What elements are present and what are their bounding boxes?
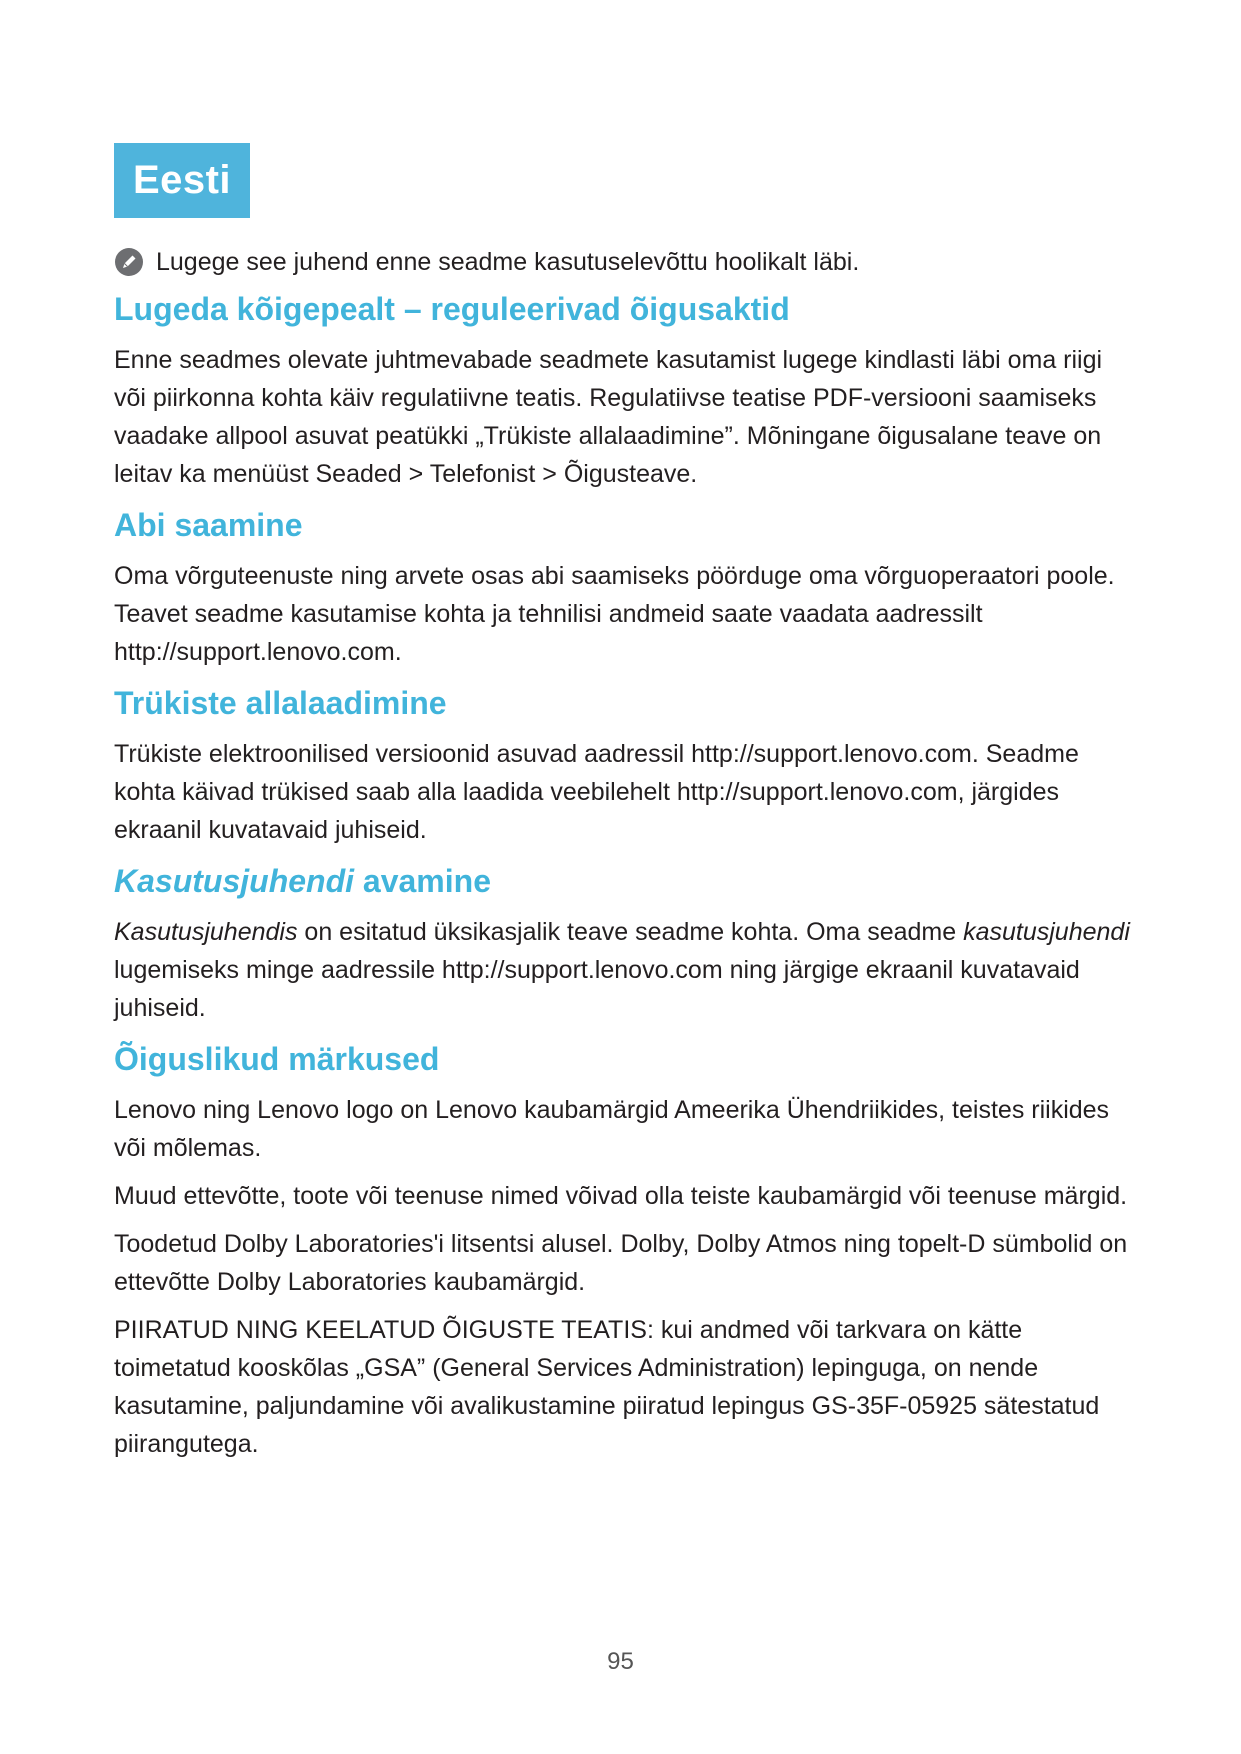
page-number: 95 bbox=[607, 1648, 634, 1675]
user-guide-italic-2: kasutusjuhendi bbox=[963, 918, 1130, 946]
heading-help: Abi saamine bbox=[114, 507, 303, 543]
legal-paragraph: PIIRATUD NING KEELATUD ÕIGUSTE TEATIS: kui andmed või tarkvara on kätte toimetatud kooskõlas „GSA” (General Services Administration) lepinguga, on nende kasutamine, paljundamine või avalikustamine piiratud lepingus GS-35F-05925 sätestatud piirangutega. bbox=[114, 1316, 1100, 1458]
legal-paragraph: Toodetud Dolby Laboratories'i litsentsi alusel. Dolby, Dolby Atmos ning topelt-D sümbolid on ettevõtte Dolby Laboratories kaubamärgid. bbox=[114, 1230, 1128, 1296]
user-guide-text-2: lugemiseks minge aadressile http://support.lenovo.com ning järgige ekraanil kuvatavaid juhiseid. bbox=[114, 956, 1080, 1022]
heading-legal: Õiguslikud märkused bbox=[114, 1041, 440, 1077]
user-guide-text-1: on esitatud üksikasjalik teave seadme kohta. Oma seadme bbox=[297, 918, 964, 946]
heading-user-guide-rest: avamine bbox=[354, 863, 491, 899]
reading-notice bbox=[114, 243, 1134, 281]
heading-user-guide-italic: Kasutusjuhendi bbox=[114, 863, 355, 899]
downloads-text: Trükiste elektroonilised versioonid asuvad aadressil http://support.lenovo.com. Seadme kohta käivad trükised saab alla laadida veebilehelt http://support.lenovo.com, järgides ekraanil kuvatavaid juhiseid. bbox=[114, 740, 1079, 844]
user-guide-text bbox=[114, 913, 1134, 1027]
help-text: Oma võrguteenuste ning arvete osas abi saamiseks pöörduge oma võrguoperaatori poole. Teavet seadme kasutamise kohta ja tehnilisi andmeid saate vaadata aadressilt http://support.lenovo.com. bbox=[114, 562, 1115, 666]
pencil-note-icon bbox=[114, 247, 144, 277]
page-content bbox=[114, 243, 1134, 1473]
regulatory-text: Enne seadmes olevate juhtmevabade seadmete kasutamist lugege kindlasti läbi oma riigi või piirkonna kohta käiv regulatiivne teatis. Regulatiivse teatise PDF-versiooni saamiseks vaadake allpool asuvat peatükki „Trükiste allalaadimine”. Mõningane õigusalane teave on leitav ka menüüst Seaded > Telefonist > Õigusteave. bbox=[114, 346, 1103, 488]
user-guide-italic-1: Kasutusjuhendis bbox=[114, 918, 298, 946]
heading-regulatory: Lugeda kõigepealt – reguleerivad õigusaktid bbox=[114, 291, 790, 327]
notice-text: Lugege see juhend enne seadme kasutuselevõttu hoolikalt läbi. bbox=[156, 248, 860, 276]
heading-user-guide bbox=[114, 859, 1134, 903]
legal-paragraph: Lenovo ning Lenovo logo on Lenovo kaubamärgid Ameerika Ühendriikides, teistes riikides või mõlemas. bbox=[114, 1096, 1110, 1162]
language-tab: Eesti bbox=[114, 143, 250, 218]
legal-paragraph: Muud ettevõtte, toote või teenuse nimed võivad olla teiste kaubamärgid või teenuse märgid. bbox=[114, 1182, 1128, 1210]
heading-downloads: Trükiste allalaadimine bbox=[114, 685, 447, 721]
